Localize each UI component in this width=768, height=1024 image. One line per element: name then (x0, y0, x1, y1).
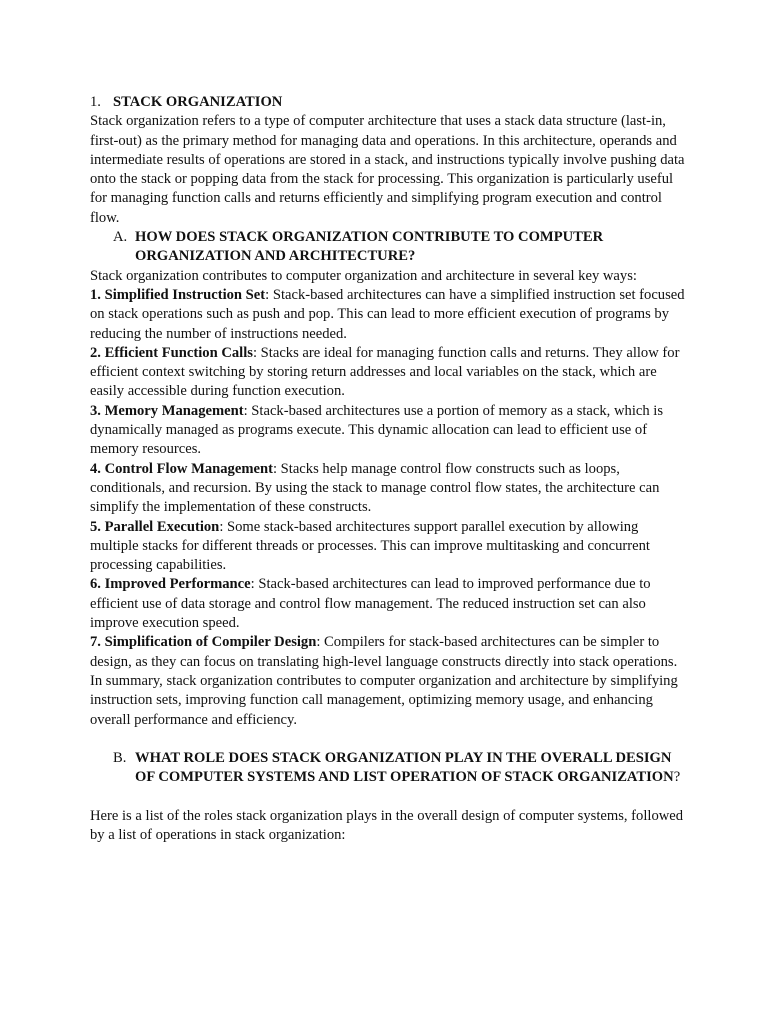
section-b-title-mark: ? (673, 769, 681, 786)
list-item-text: : Stacks help manage control flow constructs such as loops, conditionals, and recursion. By using the stack to manage control flow states, the architecture can simplify the implementation of these constructs. (90, 460, 660, 516)
list-item-label: 7. Simplification of Compiler Design (90, 634, 317, 651)
list-item (90, 402, 686, 460)
list-item (90, 633, 686, 672)
list-item-label: 5. Parallel Execution (90, 518, 220, 535)
paragraph-gap (90, 788, 686, 807)
section-1-title: STACK ORGANIZATION (113, 94, 283, 110)
paragraph-gap (90, 730, 686, 749)
list-item-label: 3. Memory Management (90, 402, 244, 419)
section-1-number: 1. (90, 94, 101, 110)
section-b-title-wrap (135, 749, 686, 788)
list-item (90, 344, 686, 402)
section-a-lead: Stack organization contributes to computer organization and architecture in several key ways: (90, 267, 637, 284)
list-item-text: : Stack-based architectures can lead to improved performance due to efficient use of data storage and control flow management. The reduced instruction set can also improve execution speed. (90, 576, 651, 632)
list-item-text: : Some stack-based architectures support parallel execution by allowing multiple stacks for different threads or processes. This can improve multitasking and concurrent processing capabilities. (90, 518, 650, 574)
section-a-letter: A. (113, 229, 128, 246)
section-1-heading (90, 93, 686, 112)
section-b-title: WHAT ROLE DOES STACK ORGANIZATION PLAY IN THE OVERALL DESIGN OF COMPUTER SYSTEMS AND LIST OPERATION OF STACK ORGANIZATION (135, 750, 674, 786)
section-a-title: HOW DOES STACK ORGANIZATION CONTRIBUTE TO COMPUTER ORGANIZATION AND ARCHITECTURE? (135, 229, 604, 265)
section-b-lead: Here is a list of the roles stack organization plays in the overall design of computer systems, followed by a list of operations in stack organization: (90, 807, 684, 844)
section-a-summary: In summary, stack organization contributes to computer organization and architecture by simplifying instruction sets, improving function call management, optimizing memory usage, and enhancing overall performance and efficiency. (90, 672, 678, 728)
section-a-heading (90, 228, 686, 267)
list-item (90, 460, 686, 518)
list-item-label: 2. Efficient Function Calls (90, 344, 253, 361)
list-item-text: : Stacks are ideal for managing function calls and returns. They allow for efficient context switching by storing return addresses and local variables on the stack, which are easily accessible during function execution. (90, 344, 680, 400)
list-item-text: : Compilers for stack-based architectures can be simpler to design, as they can focus on translating high-level language constructs directly into stack operations. (90, 634, 678, 670)
list-item (90, 286, 686, 344)
list-item-label: 6. Improved Performance (90, 576, 251, 593)
section-b-heading (90, 749, 686, 788)
list-item-label: 1. Simplified Instruction Set (90, 286, 266, 303)
list-item (90, 575, 686, 633)
list-item-text: : Stack-based architectures can have a simplified instruction set focused on stack operations such as push and pop. This can lead to more efficient execution of programs by reducing the number of instructions needed. (90, 286, 685, 342)
list-item (90, 518, 686, 576)
document-body (90, 93, 686, 846)
section-b-letter: B. (113, 750, 127, 767)
section-1-intro: Stack organization refers to a type of computer architecture that uses a stack data structure (last-in, first-out) as the primary method for managing data and operations. In this architecture, operands and intermediate results of operations are stored in a stack, and instructions typically involve pushing data onto the stack or popping data from the stack for processing. This organization is particularly useful for managing function calls and returns efficiently and simplifying program execution and control flow. (90, 113, 685, 226)
list-item-text: : Stack-based architectures use a portion of memory as a stack, which is dynamically managed as programs execute. This dynamic allocation can lead to efficient use of memory resources. (90, 402, 664, 458)
list-item-label: 4. Control Flow Management (90, 460, 273, 477)
